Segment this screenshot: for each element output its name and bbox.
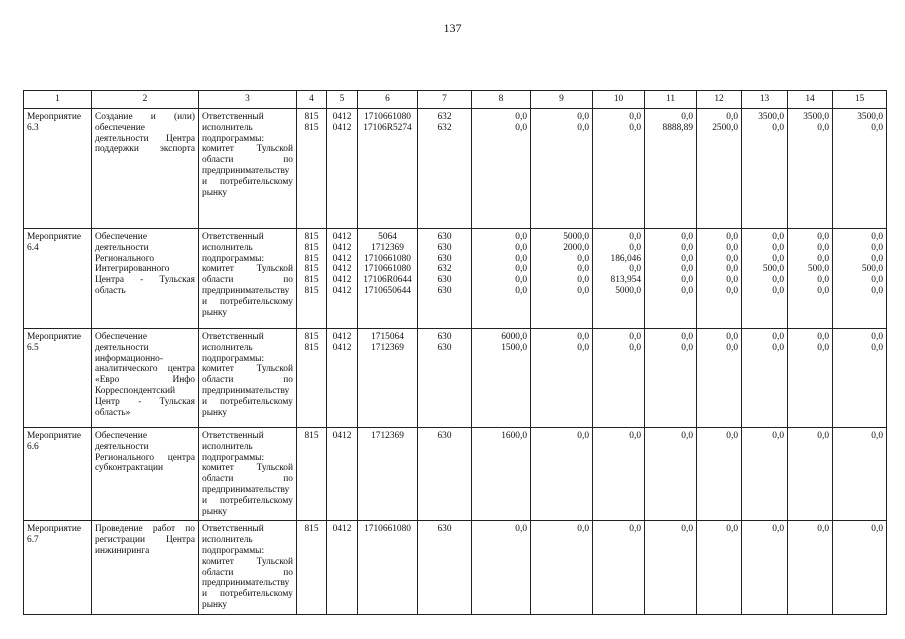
value-cell-c4 [297,109,327,229]
description-line: информационно- [95,353,163,364]
header-cell: 13 [742,91,788,109]
value-cell-c6 [358,521,418,614]
value-line: 0,0 [726,332,738,342]
value-cell-c13 [742,329,788,428]
header-cell: 3 [199,91,297,109]
value-cell-c10 [593,428,645,521]
table-row [24,521,887,614]
value-line: 186,046 [610,253,641,264]
value-line: 0,0 [871,122,883,133]
value-line: 0,0 [515,253,527,264]
value-line: 8888,89 [662,122,693,133]
description-line: инжиниринга [95,545,150,556]
value-line: 0412 [332,122,352,133]
value-line: 630 [437,242,452,253]
value-line: 0412 [332,232,352,242]
description-line: Регионального [95,253,155,264]
value-line: 0,0 [726,112,738,122]
value-line: 0,0 [772,524,784,535]
value-cell-c5 [327,229,358,329]
value-line: 5000,0 [615,285,641,296]
executor-cell: Ответственный исполнитель подпрограммы: комитет Тульской области по предпринимательству и потребительскому рынку [199,521,297,614]
measure-name-cell: Мероприятие 6.7 [24,521,92,614]
value-line: 0,0 [817,342,829,353]
measure-description-cell [92,428,199,521]
value-line: 815 [304,275,319,286]
value-line: 1600,0 [501,431,527,441]
value-line: 0,0 [515,264,527,275]
measure-name-cell: Мероприятие 6.5 [24,329,92,428]
value-cell-c5 [327,109,358,229]
header-cell: 7 [418,91,472,109]
value-line: 0,0 [726,242,738,253]
description-line: «Евро Инфо [95,375,195,386]
value-cell-c12 [697,428,742,521]
value-line: 0,0 [681,253,693,264]
value-line: 0,0 [726,285,738,296]
value-line: 0412 [332,431,352,441]
value-line: 815 [304,285,319,296]
header-cell: 1 [24,91,92,109]
value-line: 0,0 [772,431,784,441]
value-cell-c9 [531,428,593,521]
value-line: 0,0 [817,122,829,133]
measure-description-cell [92,109,199,229]
value-cell-c14 [788,521,833,614]
description-line: область» [95,407,131,418]
value-cell-c10 [593,329,645,428]
value-line: 500,0 [861,264,883,275]
executor-cell: Ответственный исполнитель подпрограммы: комитет Тульской области по предпринимательству и потребительскому рынку [199,329,297,428]
value-cell-c12 [697,521,742,614]
value-line: 5064 [378,232,397,242]
value-line: 1715064 [371,332,404,342]
description-line: деятельности Центра [95,133,195,144]
value-line: 0,0 [772,332,784,342]
value-line: 632 [437,122,452,133]
description-line: деятельности [95,342,149,353]
value-line: 0,0 [577,253,589,264]
value-line: 0412 [332,242,352,253]
value-line: 0,0 [817,431,829,441]
value-line: 1710661080 [364,524,411,535]
value-line: 0,0 [726,264,738,275]
header-cell: 4 [297,91,327,109]
header-cell: 9 [531,91,593,109]
value-cell-c8 [472,109,531,229]
description-line: деятельности [95,441,149,452]
description-line: регистрации Центра [95,535,195,546]
value-line: 0,0 [871,275,883,286]
value-line: 5000,0 [563,232,589,242]
description-line: Регионального центра [95,452,195,463]
value-line: 815 [304,253,319,264]
value-cell-c13 [742,229,788,329]
value-line: 0,0 [515,285,527,296]
value-line: 0412 [332,342,352,353]
value-line: 0,0 [577,342,589,353]
description-line: Проведение работ по [95,524,195,535]
value-line: 0,0 [726,275,738,286]
value-line: 0,0 [871,524,883,535]
value-line: 632 [437,112,452,122]
value-line: 815 [304,431,319,441]
value-line: 0,0 [577,524,589,535]
executor-cell: Ответственный исполнитель подпрограммы: комитет Тульской области по предпринимательству и потребительскому рынку [199,428,297,521]
value-line: 0,0 [772,275,784,286]
value-cell-c15 [833,329,887,428]
value-cell-c4 [297,229,327,329]
measure-name-cell: Мероприятие 6.3 [24,109,92,229]
value-line: 1712369 [371,431,404,441]
value-line: 1710661080 [364,253,411,264]
value-cell-c8 [472,229,531,329]
value-line: 6000,0 [501,332,527,342]
value-line: 0,0 [577,112,589,122]
value-line: 0,0 [681,242,693,253]
value-line: 630 [437,285,452,296]
value-line: 0,0 [515,112,527,122]
value-line: 0412 [332,112,352,122]
value-line: 0,0 [577,275,589,286]
value-cell-c9 [531,521,593,614]
value-line: 630 [437,342,452,353]
budget-table [23,90,887,615]
value-line: 0,0 [629,242,641,253]
value-line: 0,0 [681,112,693,122]
header-cell: 8 [472,91,531,109]
value-line: 0,0 [726,342,738,353]
value-line: 815 [304,524,319,535]
value-cell-c13 [742,521,788,614]
value-line: 630 [437,232,452,242]
value-cell-c7 [418,109,472,229]
value-line: 0,0 [515,275,527,286]
value-cell-c10 [593,229,645,329]
description-line: Корреспондентский [95,385,176,396]
description-line: Интегрированного [95,264,170,275]
value-line: 0,0 [817,242,829,253]
value-cell-c12 [697,329,742,428]
value-line: 0,0 [726,232,738,242]
value-cell-c14 [788,229,833,329]
value-line: 0,0 [772,285,784,296]
value-line: 0412 [332,285,352,296]
value-line: 0,0 [515,232,527,242]
description-line: Обеспечение [95,232,147,242]
value-line: 630 [437,431,452,441]
table-row [24,428,887,521]
page-number: 137 [443,21,462,35]
value-line: 0,0 [577,264,589,275]
value-cell-c10 [593,521,645,614]
value-cell-c13 [742,428,788,521]
value-cell-c6 [358,428,418,521]
header-cell: 2 [92,91,199,109]
value-line: 0,0 [681,264,693,275]
value-line: 0,0 [629,264,641,275]
value-line: 0,0 [772,122,784,133]
value-cell-c11 [645,521,697,614]
value-line: 630 [437,275,452,286]
value-line: 0,0 [629,342,641,353]
value-cell-c13 [742,109,788,229]
value-line: 500,0 [762,264,784,275]
value-cell-c5 [327,428,358,521]
value-cell-c4 [297,428,327,521]
value-line: 815 [304,332,319,342]
value-line: 1710650644 [364,285,411,296]
value-cell-c6 [358,229,418,329]
value-line: 0,0 [681,342,693,353]
value-line: 0,0 [726,431,738,441]
value-cell-c9 [531,109,593,229]
value-line: 815 [304,232,319,242]
value-cell-c15 [833,428,887,521]
value-line: 0,0 [681,285,693,296]
value-cell-c12 [697,229,742,329]
value-line: 3500,0 [758,112,784,122]
header-cell: 12 [697,91,742,109]
value-line: 17106R5274 [363,122,412,133]
value-line: 0,0 [577,122,589,133]
value-line: 0,0 [871,431,883,441]
value-line: 0,0 [871,232,883,242]
value-line: 630 [437,332,452,342]
table-header-row [24,91,887,109]
value-cell-c4 [297,329,327,428]
measure-description-cell [92,229,199,329]
value-line: 1710661080 [364,112,411,122]
value-cell-c6 [358,109,418,229]
value-cell-c8 [472,521,531,614]
description-line: область [95,285,126,296]
value-line: 0,0 [772,242,784,253]
value-cell-c5 [327,521,358,614]
value-line: 0,0 [681,232,693,242]
value-cell-c14 [788,428,833,521]
value-cell-c15 [833,109,887,229]
value-line: 630 [437,524,452,535]
header-cell: 6 [358,91,418,109]
header-cell: 5 [327,91,358,109]
value-line: 3500,0 [857,112,883,122]
table-row [24,109,887,229]
description-line: Создание и (или) [95,112,195,122]
value-cell-c10 [593,109,645,229]
value-line: 0,0 [515,524,527,535]
value-cell-c5 [327,329,358,428]
value-line: 0,0 [515,122,527,133]
table-row [24,229,887,329]
value-line: 0412 [332,332,352,342]
measure-name-cell: Мероприятие 6.6 [24,428,92,521]
value-cell-c9 [531,229,593,329]
value-line: 0,0 [726,253,738,264]
value-line: 630 [437,253,452,264]
value-line: 815 [304,122,319,133]
description-line: поддержки экспорта [95,144,195,155]
value-cell-c14 [788,109,833,229]
value-line: 1712369 [371,242,404,253]
value-line: 815 [304,112,319,122]
value-line: 0,0 [629,122,641,133]
value-cell-c6 [358,329,418,428]
value-line: 0,0 [629,332,641,342]
value-line: 0,0 [817,275,829,286]
value-cell-c4 [297,521,327,614]
value-line: 0,0 [629,232,641,242]
value-cell-c7 [418,329,472,428]
value-line: 632 [437,264,452,275]
value-cell-c7 [418,229,472,329]
description-line: Центра - Тульская [95,275,195,286]
value-cell-c7 [418,521,472,614]
value-line: 0,0 [577,431,589,441]
value-line: 0,0 [871,285,883,296]
description-line: Обеспечение [95,332,147,342]
value-line: 0,0 [629,524,641,535]
value-line: 0,0 [817,253,829,264]
value-line: 0,0 [871,253,883,264]
value-cell-c15 [833,521,887,614]
value-line: 0,0 [772,342,784,353]
value-cell-c14 [788,329,833,428]
value-cell-c7 [418,428,472,521]
table-row [24,329,887,428]
executor-cell: Ответственный исполнитель подпрограммы: комитет Тульской области по предпринимательству и потребительскому рынку [199,229,297,329]
value-line: 0,0 [681,332,693,342]
value-line: 1712369 [371,342,404,353]
value-cell-c12 [697,109,742,229]
value-line: 813,954 [610,275,641,286]
value-line: 0412 [332,264,352,275]
value-line: 0,0 [629,431,641,441]
value-line: 815 [304,342,319,353]
value-line: 0,0 [817,332,829,342]
value-line: 0412 [332,524,352,535]
value-line: 0,0 [817,524,829,535]
value-cell-c11 [645,329,697,428]
description-line: деятельности [95,242,149,253]
measure-description-cell [92,329,199,428]
value-line: 1710661080 [364,264,411,275]
value-line: 1500,0 [501,342,527,353]
header-cell: 11 [645,91,697,109]
value-line: 0,0 [871,342,883,353]
value-line: 0,0 [772,253,784,264]
value-line: 2500,0 [712,122,738,133]
value-line: 0,0 [726,524,738,535]
value-line: 815 [304,264,319,275]
value-line: 500,0 [807,264,829,275]
value-line: 0412 [332,275,352,286]
value-cell-c15 [833,229,887,329]
header-cell: 15 [833,91,887,109]
measure-description-cell [92,521,199,614]
value-line: 0,0 [817,285,829,296]
value-cell-c8 [472,428,531,521]
value-line: 0,0 [871,332,883,342]
measure-name-cell: Мероприятие 6.4 [24,229,92,329]
value-cell-c11 [645,229,697,329]
value-line: 0,0 [577,285,589,296]
description-line: Обеспечение [95,431,147,441]
value-line: 17106R0644 [363,275,412,286]
value-cell-c8 [472,329,531,428]
value-cell-c9 [531,329,593,428]
value-line: 0,0 [629,112,641,122]
value-line: 3500,0 [803,112,829,122]
executor-cell: Ответственный исполнитель подпрограммы: комитет Тульской области по предпринимательству и потребительскому рынку [199,109,297,229]
value-line: 0,0 [681,431,693,441]
value-cell-c11 [645,428,697,521]
value-line: 0,0 [577,332,589,342]
value-line: 0,0 [871,242,883,253]
value-line: 0,0 [681,275,693,286]
value-line: 0412 [332,253,352,264]
description-line: аналитического центра [95,364,195,375]
value-line: 2000,0 [563,242,589,253]
description-line: Центр - Тульская [95,396,195,407]
header-cell: 14 [788,91,833,109]
description-line: обеспечение [95,122,145,133]
description-line: субконтрактации [95,463,164,474]
value-line: 0,0 [817,232,829,242]
value-line: 0,0 [515,242,527,253]
value-line: 0,0 [772,232,784,242]
value-cell-c11 [645,109,697,229]
header-cell: 10 [593,91,645,109]
value-line: 815 [304,242,319,253]
value-line: 0,0 [681,524,693,535]
